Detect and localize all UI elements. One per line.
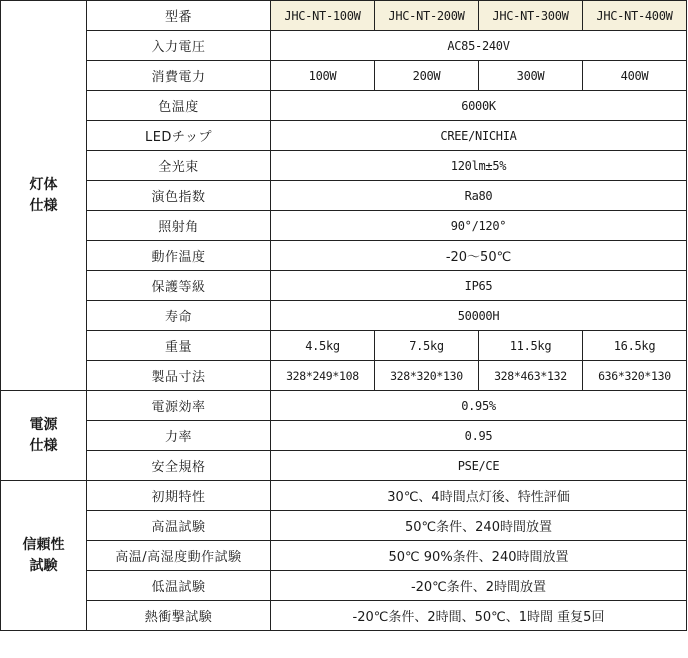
value-initial: 30℃、4時間点灯後、特性評価 [271, 481, 687, 511]
value-protection: IP65 [271, 271, 687, 301]
row-label-model: 型番 [87, 1, 271, 31]
row-label-input-voltage: 入力電圧 [87, 31, 271, 61]
row-label-operating-temp: 動作温度 [87, 241, 271, 271]
value-dimensions: 328*320*130 [375, 361, 479, 391]
row-label-led-chip: LEDチップ [87, 121, 271, 151]
model-cell: JHC-NT-100W [271, 1, 375, 31]
row-label-high-temp: 高温試験 [87, 511, 271, 541]
value-dimensions: 328*249*108 [271, 361, 375, 391]
table-row-cri [1, 181, 687, 211]
value-thermal-shock: -20℃条件、2時間、50℃、1時間 重复5回 [271, 601, 687, 631]
group-power-spec [1, 391, 87, 481]
value-power-consumption: 300W [479, 61, 583, 91]
row-label-protection: 保護等級 [87, 271, 271, 301]
value-power-consumption: 200W [375, 61, 479, 91]
group-reliability-line1: 信頼性 [22, 536, 65, 553]
value-input-voltage: AC85-240V [271, 31, 687, 61]
table-row-luminous-flux [1, 151, 687, 181]
group-power-line2: 仕様 [29, 437, 58, 454]
model-cell: JHC-NT-300W [479, 1, 583, 31]
group-reliability-line2: 試験 [29, 557, 58, 574]
row-label-thermal-shock: 熱衝撃試験 [87, 601, 271, 631]
row-label-initial: 初期特性 [87, 481, 271, 511]
row-label-beam-angle: 照射角 [87, 211, 271, 241]
table-row-power-factor [1, 421, 687, 451]
row-label-power-consumption: 消費電力 [87, 61, 271, 91]
table-row-high-humidity [1, 541, 687, 571]
model-cell: JHC-NT-200W [375, 1, 479, 31]
table-row-protection [1, 271, 687, 301]
value-high-temp: 50℃条件、240時間放置 [271, 511, 687, 541]
table-row-beam-angle [1, 211, 687, 241]
group-fixture-line1: 灯体 [29, 176, 58, 193]
value-weight: 16.5kg [583, 331, 687, 361]
table-row-low-temp [1, 571, 687, 601]
value-luminous-flux: 120lm±5% [271, 151, 687, 181]
table-row-operating-temp [1, 241, 687, 271]
table-row-led-chip [1, 121, 687, 151]
row-label-high-humidity: 高温/高湿度動作試験 [87, 541, 271, 571]
value-dimensions: 636*320*130 [583, 361, 687, 391]
table-row-initial [1, 481, 687, 511]
table-row-efficiency [1, 391, 687, 421]
value-efficiency: 0.95% [271, 391, 687, 421]
table-row-high-temp [1, 511, 687, 541]
table-row-weight [1, 331, 687, 361]
row-label-luminous-flux: 全光束 [87, 151, 271, 181]
group-power-line1: 電源 [29, 416, 58, 433]
row-label-dimensions: 製品寸法 [87, 361, 271, 391]
group-fixture-line2: 仕様 [29, 197, 58, 214]
table-row-safety [1, 451, 687, 481]
value-operating-temp: -20～50℃ [271, 241, 687, 271]
value-safety: PSE/CE [271, 451, 687, 481]
value-lifetime: 50000H [271, 301, 687, 331]
value-weight: 7.5kg [375, 331, 479, 361]
value-color-temp: 6000K [271, 91, 687, 121]
value-dimensions: 328*463*132 [479, 361, 583, 391]
row-label-weight: 重量 [87, 331, 271, 361]
value-weight: 11.5kg [479, 331, 583, 361]
value-cri: Ra80 [271, 181, 687, 211]
row-label-color-temp: 色温度 [87, 91, 271, 121]
value-beam-angle: 90°/120° [271, 211, 687, 241]
value-led-chip: CREE/NICHIA [271, 121, 687, 151]
value-power-factor: 0.95 [271, 421, 687, 451]
table-row-lifetime [1, 301, 687, 331]
group-reliability-test [1, 481, 87, 631]
value-low-temp: -20℃条件、2時間放置 [271, 571, 687, 601]
row-label-lifetime: 寿命 [87, 301, 271, 331]
row-label-efficiency: 電源効率 [87, 391, 271, 421]
value-weight: 4.5kg [271, 331, 375, 361]
row-label-cri: 演色指数 [87, 181, 271, 211]
table-row-thermal-shock [1, 601, 687, 631]
row-label-low-temp: 低温試験 [87, 571, 271, 601]
value-high-humidity: 50℃ 90%条件、240時間放置 [271, 541, 687, 571]
table-row-input-voltage [1, 31, 687, 61]
row-label-power-factor: 力率 [87, 421, 271, 451]
value-power-consumption: 100W [271, 61, 375, 91]
row-label-safety: 安全規格 [87, 451, 271, 481]
group-fixture-spec [1, 1, 87, 391]
table-row-power-consumption [1, 61, 687, 91]
table-row-color-temp [1, 91, 687, 121]
table-row-dimensions [1, 361, 687, 391]
table-row-model [1, 1, 687, 31]
value-power-consumption: 400W [583, 61, 687, 91]
model-cell: JHC-NT-400W [583, 1, 687, 31]
